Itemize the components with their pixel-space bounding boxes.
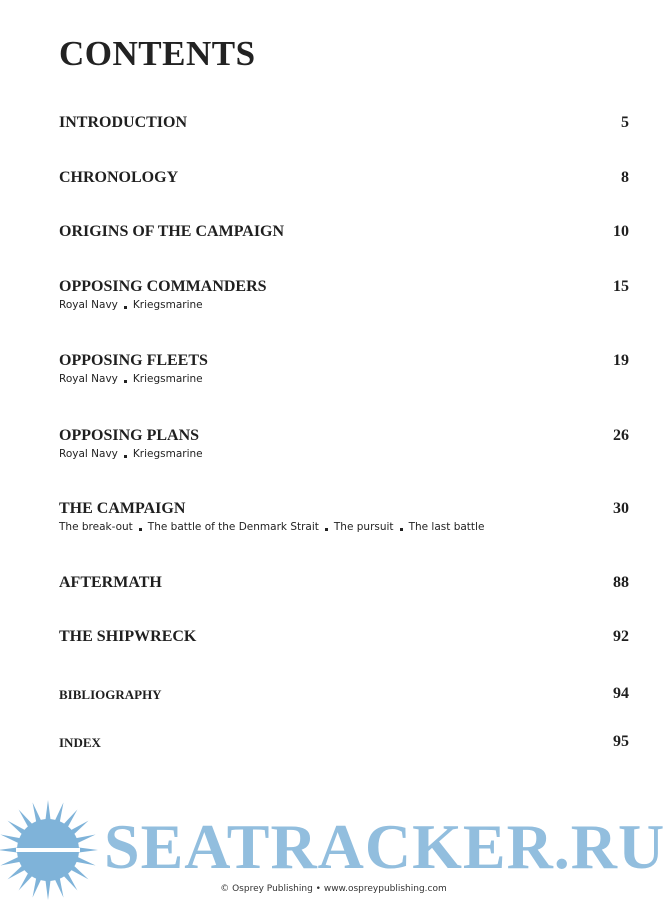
toc-entry-title: THE CAMPAIGN [59,500,186,517]
toc-subentry: The break-out [59,521,133,533]
toc-subentry: Kriegsmarine [132,448,203,460]
toc-page-number: 88 [613,574,629,591]
toc-page-number: 26 [613,427,629,444]
toc-subentry: The last battle [408,521,485,533]
toc-entry[interactable] [59,628,629,648]
toc-subentry: The pursuit [333,521,394,533]
toc-entry[interactable] [59,169,629,189]
bullet-separator [124,455,127,458]
sun-ray [55,802,64,822]
bullet-separator [139,528,142,531]
sun-ray [76,835,96,844]
toc-entry-title: OPPOSING FLEETS [59,352,208,369]
toc-subentries [59,521,629,533]
sun-horizon [16,848,80,852]
sun-ray [0,857,20,866]
toc-subentry: Royal Navy [59,299,118,311]
toc-entry[interactable] [59,500,629,533]
toc-entry-title: CHRONOLOGY [59,169,179,186]
toc-subentries [59,373,629,385]
toc-page-number: 92 [613,628,629,645]
watermark-text: SEATRACKER.RU [104,811,666,882]
toc-entry[interactable] [59,223,629,243]
toc-entry-title: INDEX [59,735,101,750]
toc-entry[interactable] [59,114,629,134]
toc-page-number: 95 [613,733,629,750]
toc-entry-title: INTRODUCTION [59,114,188,131]
bullet-separator [325,528,328,531]
toc-entry-title: AFTERMATH [59,574,162,591]
toc-subentry: Royal Navy [59,448,118,460]
sun-ray [76,857,96,866]
bullet-separator [400,528,403,531]
toc-entry[interactable] [59,733,629,753]
bullet-separator [124,306,127,309]
toc-entry-title: THE SHIPWRECK [59,628,197,645]
bullet-separator [124,380,127,383]
footer-credit: © Osprey Publishing • www.ospreypublishing.com [220,884,447,894]
toc-page-number: 30 [613,500,629,517]
toc-entry[interactable] [59,427,629,460]
toc-page-number: 10 [613,223,629,240]
sun-ray [0,835,20,844]
sun-ray [33,802,42,822]
toc-subentry: Royal Navy [59,373,118,385]
page-title: CONTENTS [59,34,256,73]
toc-subentry: The battle of the Denmark Strait [147,521,319,533]
toc-entry[interactable] [59,685,629,705]
toc-page-number: 19 [613,352,629,369]
toc-subentries [59,299,629,311]
toc-entry[interactable] [59,278,629,311]
toc-page-number: 94 [613,685,629,702]
toc-entry[interactable] [59,574,629,594]
toc-subentries [59,448,629,460]
toc-page-number: 15 [613,278,629,295]
toc-entry-title: OPPOSING COMMANDERS [59,278,267,295]
toc-entry-title: BIBLIOGRAPHY [59,687,162,702]
toc-page-number: 8 [621,169,629,186]
sun-ray [45,800,50,820]
sun-ray [0,847,18,852]
toc-entry-title: ORIGINS OF THE CAMPAIGN [59,223,285,240]
sun-ray [78,847,98,852]
toc-subentry: Kriegsmarine [132,299,203,311]
toc-entry-title: OPPOSING PLANS [59,427,200,444]
toc-subentry: Kriegsmarine [132,373,203,385]
toc-entry[interactable] [59,352,629,385]
toc-page-number: 5 [621,114,629,131]
